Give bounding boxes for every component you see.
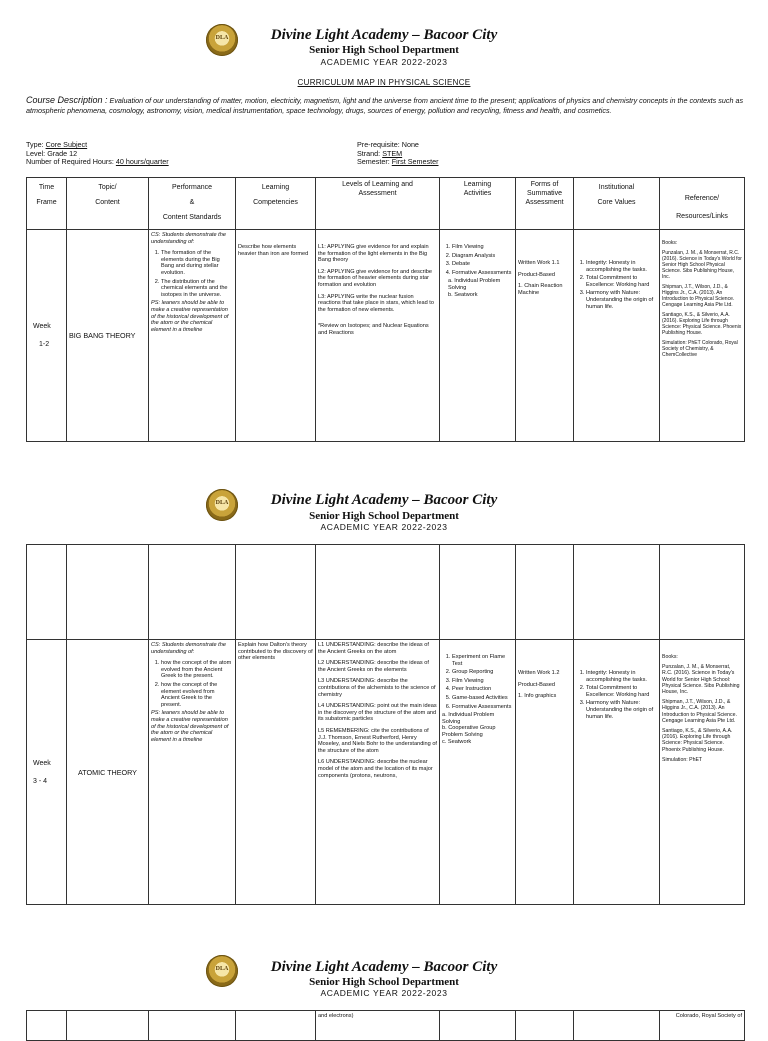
academic-year: ACADEMIC YEAR 2022-2023 xyxy=(320,988,448,998)
prereq-value: None xyxy=(401,140,419,149)
course-description-text: Evaluation of our understanding of matter, motion, electricity, magnetism, light and the universe from ancient time to the present; applications of physics and chemistry concepts in the contexts such as atmospheric phenomena, cosmology, astronomy, vision, medical instrumentation, space technology, drugs, sources of energy, pollution and recycling, fitness and health, and cosmetics. xyxy=(26,96,744,115)
topic-cell: ATOMIC THEORY xyxy=(67,640,149,905)
meta-right xyxy=(357,141,439,167)
standards-cell: CS: Students demonstrate the understanding of: 1. how the concept of the atom evolved from the Ancient Greek to the present. 2. how the concept of the element evolved from Ancient Greek to the present. PS: leaners should be able to make a creative representation of the historical development of the atom or the chemical element in a timeline xyxy=(149,640,236,905)
header-values: Institutional Core Values xyxy=(574,178,660,230)
academic-year: ACADEMIC YEAR 2022-2023 xyxy=(320,57,448,67)
prereq-label: Pre-requisite: xyxy=(357,140,400,149)
references-cell: Books: Punzalan, J. M., & Monserrat, R.C. (2016). Science in Today's World for Senior High School Physical Science. Sibs Publishing House, Inc. Shipman, J.T., Wilson, J.D., & Higgins Jr., C.A. (2013). An Introduction to Physical Science. Cengage Learning Asia Pte Ltd. Santiago, K.S., & Silverio, A.A. (2016). Exploring Life through Science: Physical Science. Phoenix Publishing House. Simulation: PhET Colorado, Royal Society of Chemistry, & ChemCollective xyxy=(660,230,745,442)
levels-cell: and electrons) xyxy=(316,1011,440,1041)
forms-cell: Written Work 1.1 Product-Based 1. Chain Reaction Machine xyxy=(516,230,574,442)
levels-cell: L1 UNDERSTANDING: describe the ideas of the Ancient Greeks on the atom L2 UNDERSTANDING: describe the ideas of the Ancient Greeks on the elements L3 UNDERSTANDING: describe the contributions of the alchemists to the science of chemistry L4 UNDERSTANDING: point out the main ideas in the discovery of the structure of the atom and its subatomic particles L5 REMEMBERING: cite the contributions of J.J. Thomson, Ernest Rutherford, Henry Moseley, and Niels Bohr to the understanding of the structure of the atom L6 UNDERSTANDING: describe the nuclear model of the atom and the location of its major components (protons, neutrons, xyxy=(316,640,440,905)
table-row xyxy=(27,1011,745,1041)
school-name: Divine Light Academy – Bacoor City xyxy=(270,959,498,975)
references-cell: Colorado, Royal Society of xyxy=(660,1011,745,1041)
table-header-row xyxy=(27,178,745,230)
week-cell: Week 1-2 xyxy=(27,230,67,442)
school-seal-logo: DLA xyxy=(206,24,238,56)
competency-cell: Explain how Dalton's theory contributed to the discovery of other elements xyxy=(236,640,316,905)
school-name: Divine Light Academy – Bacoor City xyxy=(270,492,498,508)
header-references: Reference/ Resources/Links xyxy=(660,178,745,230)
course-description xyxy=(26,96,746,115)
department-name: Senior High School Department xyxy=(309,976,459,988)
hours-label: Number of Required Hours: xyxy=(26,157,114,167)
activities-cell: 1. Experiment on Flame Test 2. Group Reporting 3. Film Viewing 4. Peer Instruction 5. Game-based Activities 6. Formative Assessments a. Individual Problem Solving b. Cooperative Group Problem Solving c. Seatwork xyxy=(440,640,516,905)
school-name: Divine Light Academy – Bacoor City xyxy=(270,27,498,43)
semester-label: Semester: xyxy=(357,157,390,167)
header-levels: Levels of Learning and Assessment xyxy=(316,178,440,230)
week-cell: Week 3 - 4 xyxy=(27,640,67,905)
header-performance: Performance & Content Standards xyxy=(149,178,236,230)
hours-value: 40 hours/quarter xyxy=(115,157,169,167)
topic-cell: BIG BANG THEORY xyxy=(67,230,149,442)
header-topic: Topic/ Content xyxy=(67,178,149,230)
curriculum-table-page1 xyxy=(26,177,745,442)
references-cell: Books: Punzalan, J. M., & Monserrat, R.C. (2016). Science in Today's World for Senior High School: Physical Science. Sibs Publishing House, Inc. Shipman, J.T., Wilson, J.D., & Higgins Jr., C.A. (2013). An Introduction to Physical Science. Cengage Learning Asia Pte Ltd. Santiago, K.S., & Silverio, A.A. (2016). Exploring Life through Science: Physical Science. Phoenix Publishing House. Simulation: PhET xyxy=(660,640,745,905)
semester-value: First Semester xyxy=(391,157,439,167)
values-cell: 1. Integrity: Honesty in accomplishing the tasks. 2. Total Commitment to Excellence: Working hard 3. Harmony with Nature: Understanding the origin of human life. xyxy=(574,640,660,905)
curriculum-table-page2 xyxy=(26,544,745,905)
standards-cell: CS: Students demonstrate the understanding of: 1. The formation of the elements during the Big Bang and during stellar evolution. 2. The distribution of the chemical elements and the isotopes in the universe. PS: leaners should be able to make a creative representation of the historical development of the atom or the chemical element in a timeline xyxy=(149,230,236,442)
curriculum-title: CURRICULUM MAP IN PHYSICAL SCIENCE xyxy=(297,78,471,87)
header-time-frame: Time Frame xyxy=(27,178,67,230)
strand-value: STEM xyxy=(382,148,403,158)
forms-cell: Written Work 1.2 Product-Based 1. Info graphics xyxy=(516,640,574,905)
school-seal-logo: DLA xyxy=(206,489,238,521)
header-forms: Forms of Summative Assessment xyxy=(516,178,574,230)
values-cell: 1. Integrity: Honesty in accomplishing the tasks. 2. Total Commitment to Excellence: Working hard 3. Harmony with Nature: Understanding the origin of human life. xyxy=(574,230,660,442)
level-value: Grade 12 xyxy=(47,148,78,158)
type-value: Core Subject xyxy=(45,140,88,149)
department-name: Senior High School Department xyxy=(309,44,459,56)
competency-cell: Describe how elements heavier than iron are formed xyxy=(236,230,316,442)
type-label: Type: xyxy=(26,140,44,149)
levels-cell: L1: APPLYING give evidence for and explain the formation of the light elements in the Big Bang theory L2: APPLYING give evidence for and describe the formation of heavier elements during star formation and evolution L3: APPLYING write the nuclear fusion reactions that take place in stars, which lead to the formation of new elements. *Review on Isotopes; and Nuclear Equations and Reactions xyxy=(316,230,440,442)
academic-year: ACADEMIC YEAR 2022-2023 xyxy=(320,522,448,532)
header-competencies: Learning Competencies xyxy=(236,178,316,230)
header-activities: Learning Activities xyxy=(440,178,516,230)
table-row xyxy=(27,640,745,905)
table-header-row-blank xyxy=(27,545,745,640)
meta-left xyxy=(26,141,169,167)
table-row xyxy=(27,230,745,442)
department-name: Senior High School Department xyxy=(309,510,459,522)
level-label: Level: xyxy=(26,148,46,158)
activities-cell: 1. Film Viewing 2. Diagram Analysis 3. Debate 4. Formative Assessments a. Individual Problem Solving b. Seatwork xyxy=(440,230,516,442)
course-description-label: Course Description : xyxy=(26,95,108,105)
curriculum-table-page3 xyxy=(26,1010,745,1041)
school-seal-logo: DLA xyxy=(206,955,238,987)
strand-label: Strand: xyxy=(357,148,381,158)
